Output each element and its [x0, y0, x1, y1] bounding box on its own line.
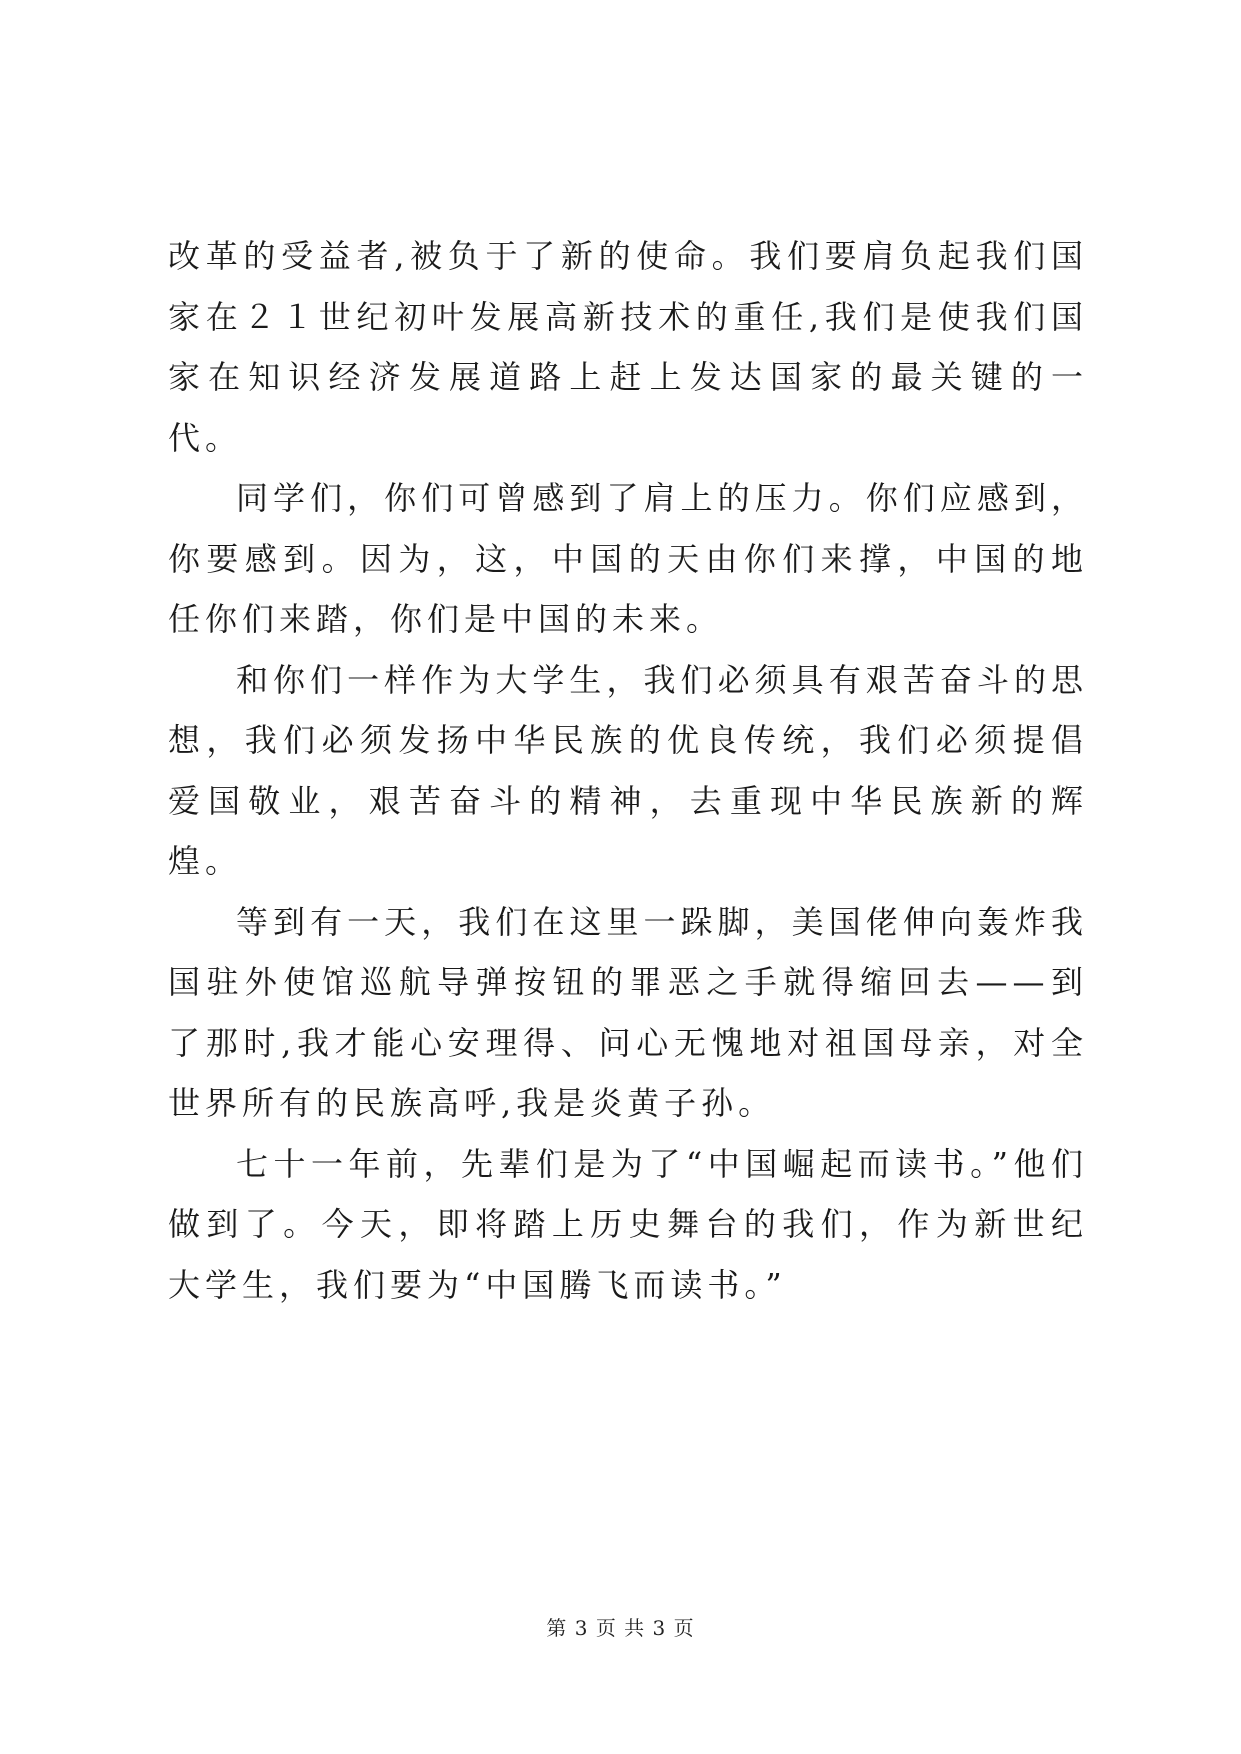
paragraph-2: 同学们，你们可曾感到了肩上的压力。你们应感到，你要感到。因为，这，中国的天由你们来撑，中国的地任你们来踏，你们是中国的未来。: [168, 479, 1088, 638]
page-number-footer: 第 3 页 共 3 页: [546, 1616, 695, 1640]
paragraph-1: 改革的受益者,被负于了新的使命。我们要肩负起我们国家在２１世纪初叶发展高新技术的重任,我们是使我们国家在知识经济发展道路上赶上发达国家的最关键的一代。: [168, 237, 1088, 457]
paragraph-3: 和你们一样作为大学生，我们必须具有艰苦奋斗的思想，我们必须发扬中华民族的优良传统，我们必须提倡爱国敬业，艰苦奋斗的精神，去重现中华民族新的辉煌。: [168, 660, 1088, 880]
document-body: [168, 226, 1088, 1315]
paragraph-4: 等到有一天，我们在这里一跺脚，美国佬伸向轰炸我国驻外使馆巡航导弹按钮的罪恶之手就得缩回去——到了那时,我才能心安理得、问心无愧地对祖国母亲，对全世界所有的民族高呼,我是炎黄子孙。: [168, 902, 1088, 1122]
paragraph-5: 七十一年前，先辈们是为了“中国崛起而读书。”他们做到了。今天，即将踏上历史舞台的我们，作为新世纪大学生，我们要为“中国腾飞而读书。”: [168, 1144, 1088, 1304]
